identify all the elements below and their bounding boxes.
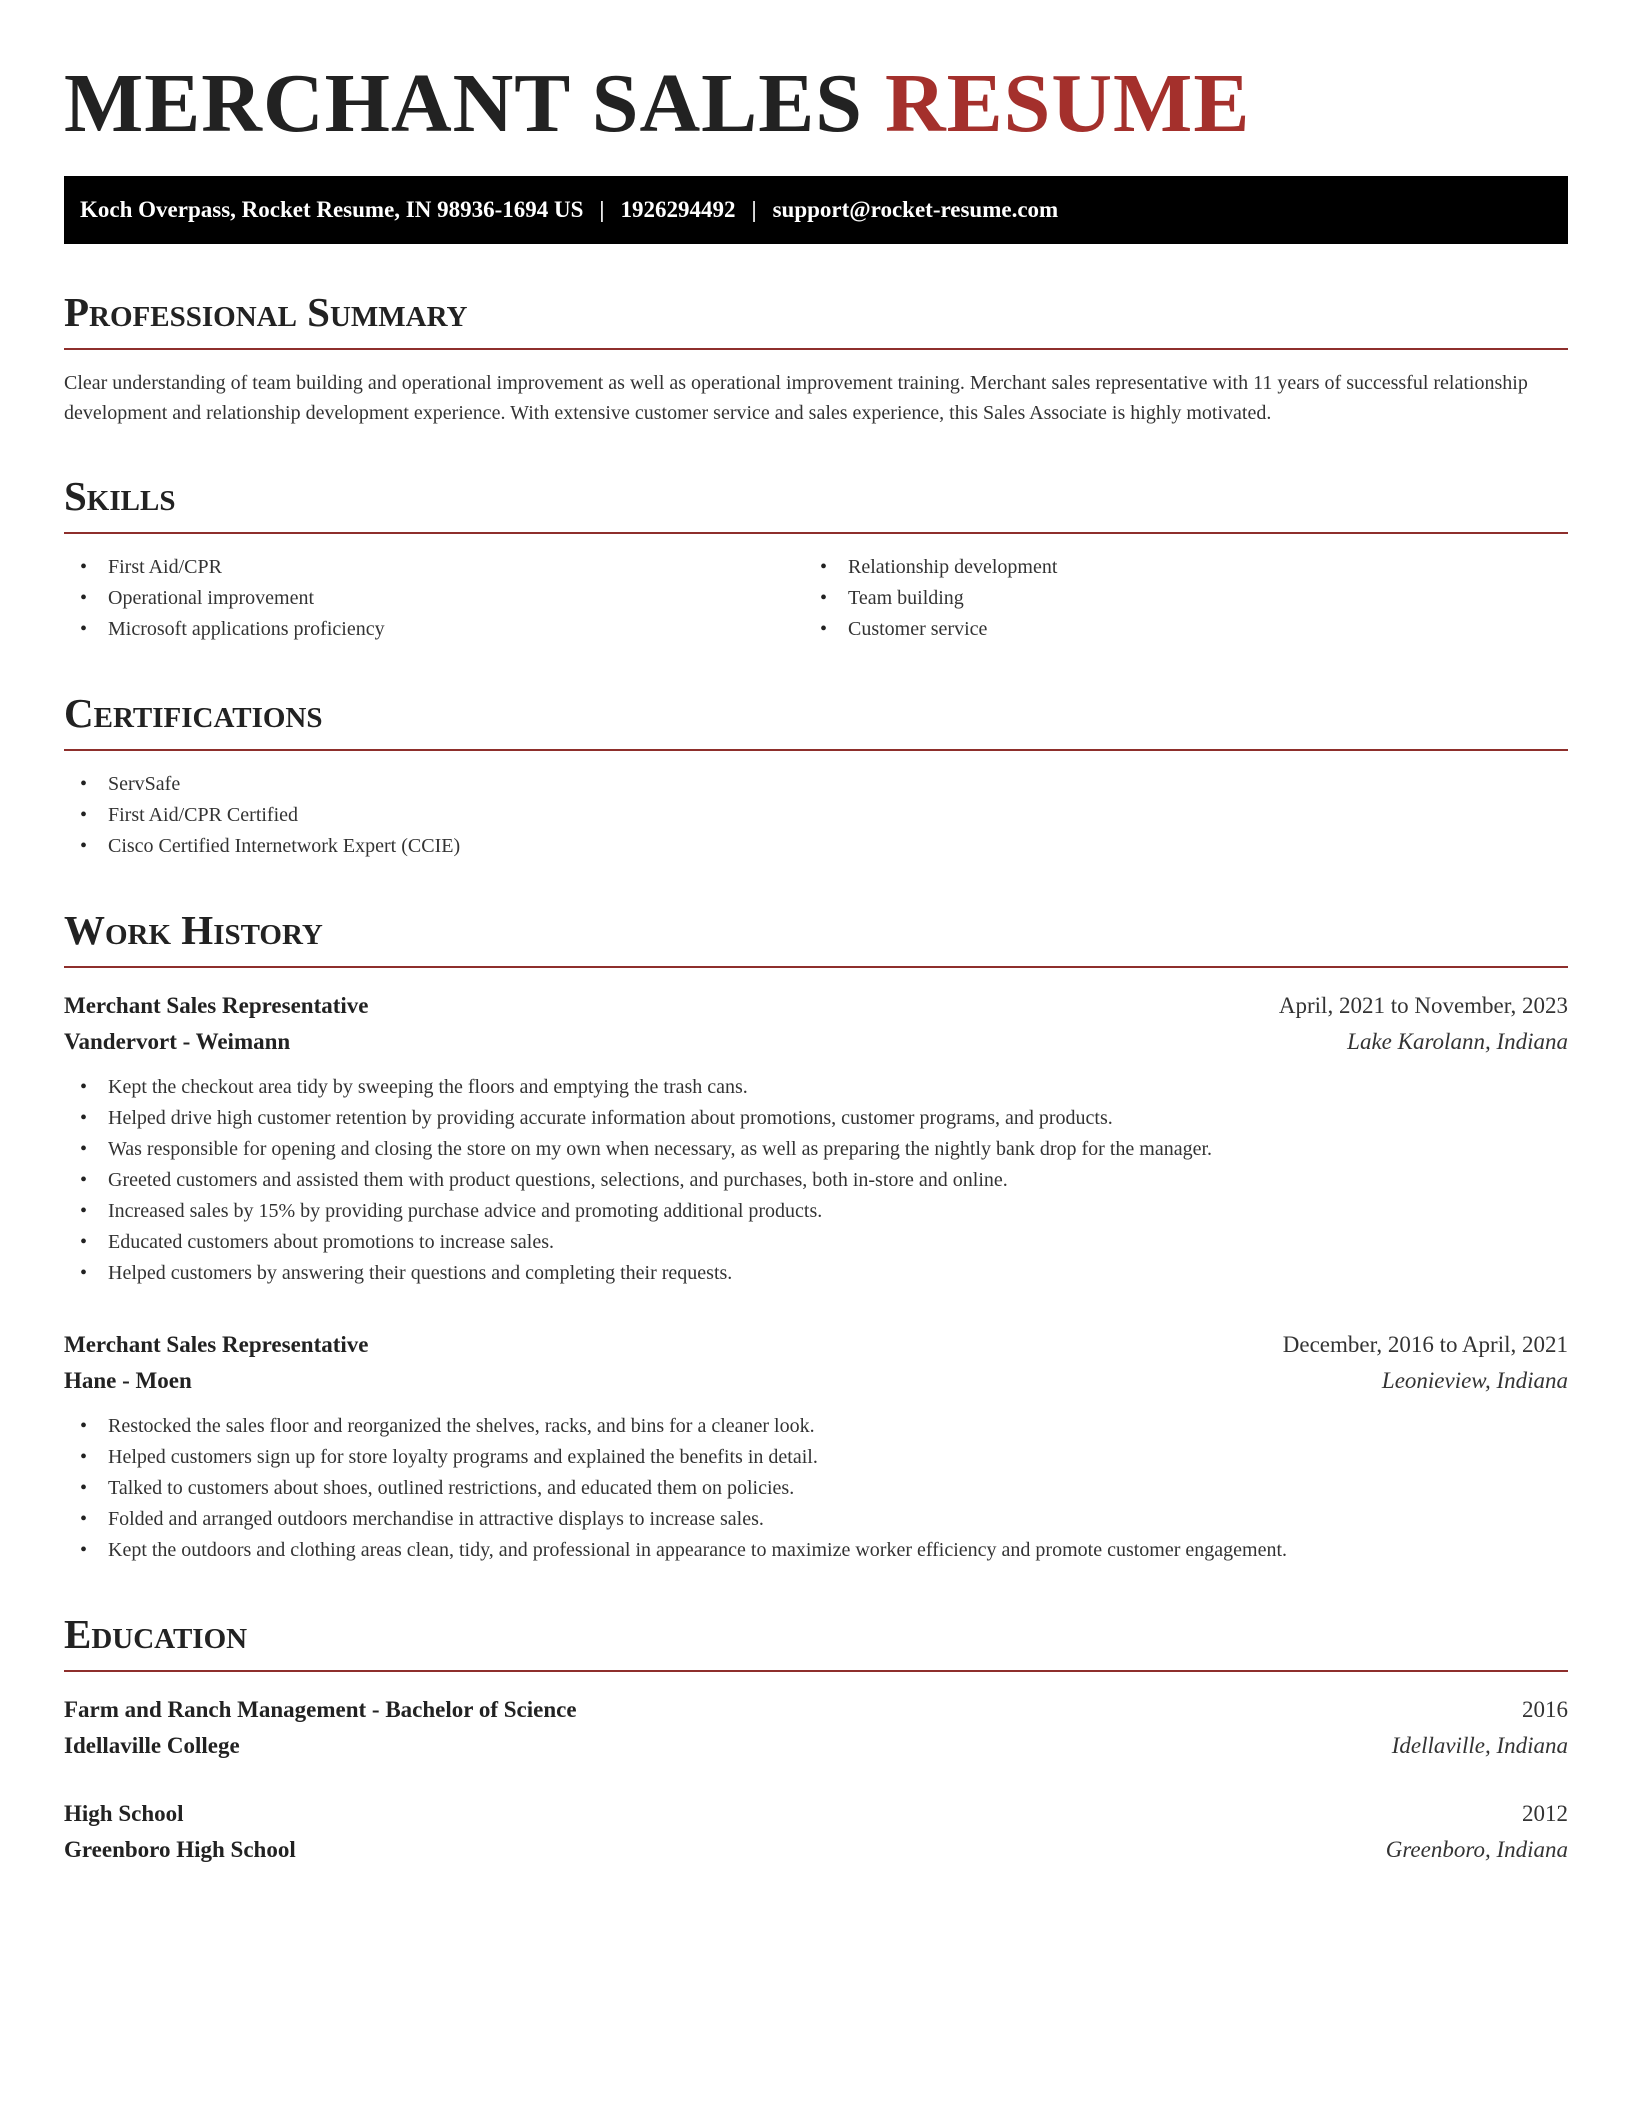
job-company: Hane - Moen [64, 1368, 192, 1393]
certification-item: • ServSafe [64, 769, 1568, 800]
certification-item: • Cisco Certified Internetwork Expert (CCIE) [64, 831, 1568, 862]
job-duties-list [64, 1072, 1568, 1289]
education-entry [64, 1796, 1568, 1868]
job-duty-item: • Restocked the sales floor and reorganized the shelves, racks, and bins for a cleaner look. [64, 1411, 1568, 1442]
education-location: Greenboro, Indiana [1385, 1837, 1568, 1862]
education-location: Idellaville, Indiana [1391, 1733, 1568, 1758]
section-heading-work-history: Work History [64, 906, 1568, 968]
skill-item: • Operational improvement [64, 583, 804, 614]
job-header-row [64, 988, 1568, 1024]
job-title: Merchant Sales Representative [64, 1332, 369, 1357]
education-school: Greenboro High School [64, 1837, 296, 1862]
contact-separator: | [751, 197, 757, 222]
job-duty-item: • Helped drive high customer retention by providing accurate information about promotions, customer programs, and products. [64, 1103, 1568, 1134]
section-heading-skills: Skills [64, 472, 1568, 534]
skills-section [64, 472, 1568, 645]
job-duty-item: • Educated customers about promotions to increase sales. [64, 1227, 1568, 1258]
skills-list-right [804, 552, 1568, 645]
skill-item: • Relationship development [804, 552, 1568, 583]
job-duty-item: • Was responsible for opening and closing the store on my own when necessary, as well as preparing the nightly bank drop for the manager. [64, 1134, 1568, 1165]
job-location: Lake Karolann, Indiana [1347, 1029, 1568, 1054]
summary-text: Clear understanding of team building and operational improvement as well as operational improvement training. Merchant sales representative with 11 years of successful relationship development and relationship development experience. With extensive customer service and sales experience, this Sales Associate is highly motivated. [64, 372, 1528, 424]
contact-bar [64, 176, 1568, 244]
skills-grid [64, 534, 1568, 645]
education-section [64, 1610, 1568, 1868]
job-duty-item: • Talked to customers about shoes, outlined restrictions, and educated them on policies. [64, 1473, 1568, 1504]
job-entry [64, 988, 1568, 1289]
job-dates: December, 2016 to April, 2021 [1282, 1332, 1568, 1357]
contact-address: Koch Overpass, Rocket Resume, IN 98936-1694 US [80, 197, 584, 222]
education-degree-row [64, 1692, 1568, 1728]
job-duty-item: • Helped customers sign up for store loyalty programs and explained the benefits in detail. [64, 1442, 1568, 1473]
education-degree: High School [64, 1801, 184, 1826]
job-company: Vandervort - Weimann [64, 1029, 291, 1054]
title-accent: RESUME [884, 57, 1251, 150]
certifications-list [64, 769, 1568, 862]
job-location: Leonieview, Indiana [1381, 1368, 1568, 1393]
certification-item: • First Aid/CPR Certified [64, 800, 1568, 831]
skill-item: • Team building [804, 583, 1568, 614]
contact-phone: 1926294492 [620, 197, 736, 222]
job-company-row [64, 1363, 1568, 1399]
education-school-row [64, 1832, 1568, 1868]
skills-list-left [64, 552, 804, 645]
job-duty-item: • Kept the outdoors and clothing areas clean, tidy, and professional in appearance to maximize worker efficiency and promote customer engagement. [64, 1535, 1568, 1566]
job-duties-list [64, 1411, 1568, 1566]
section-heading-education: Education [64, 1610, 1568, 1672]
skill-item: • First Aid/CPR [64, 552, 804, 583]
resume-title [64, 56, 1568, 152]
education-school: Idellaville College [64, 1733, 240, 1758]
education-entry [64, 1692, 1568, 1764]
contact-email[interactable]: support@rocket-resume.com [772, 197, 1059, 222]
skill-item: • Microsoft applications proficiency [64, 614, 804, 645]
job-duty-item: • Increased sales by 15% by providing purchase advice and promoting additional products. [64, 1196, 1568, 1227]
certifications-section [64, 689, 1568, 862]
job-duty-item: • Kept the checkout area tidy by sweeping the floors and emptying the trash cans. [64, 1072, 1568, 1103]
title-main: MERCHANT SALES [64, 57, 863, 150]
summary-section [64, 288, 1568, 428]
education-year: 2012 [1522, 1801, 1568, 1826]
education-school-row [64, 1728, 1568, 1764]
job-entry [64, 1327, 1568, 1566]
job-duty-item: • Folded and arranged outdoors merchandise in attractive displays to increase sales. [64, 1504, 1568, 1535]
job-title: Merchant Sales Representative [64, 993, 369, 1018]
job-dates: April, 2021 to November, 2023 [1278, 993, 1568, 1018]
job-header-row [64, 1327, 1568, 1363]
section-heading-certifications: Certifications [64, 689, 1568, 751]
section-heading-summary: Professional Summary [64, 288, 1568, 350]
job-duty-item: • Helped customers by answering their questions and completing their requests. [64, 1258, 1568, 1289]
job-duty-item: • Greeted customers and assisted them with product questions, selections, and purchases, both in-store and online. [64, 1165, 1568, 1196]
work-history-section [64, 906, 1568, 1566]
education-degree: Farm and Ranch Management - Bachelor of Science [64, 1697, 577, 1722]
education-degree-row [64, 1796, 1568, 1832]
contact-separator: | [599, 197, 605, 222]
education-year: 2016 [1522, 1697, 1568, 1722]
skill-item: • Customer service [804, 614, 1568, 645]
job-company-row [64, 1024, 1568, 1060]
